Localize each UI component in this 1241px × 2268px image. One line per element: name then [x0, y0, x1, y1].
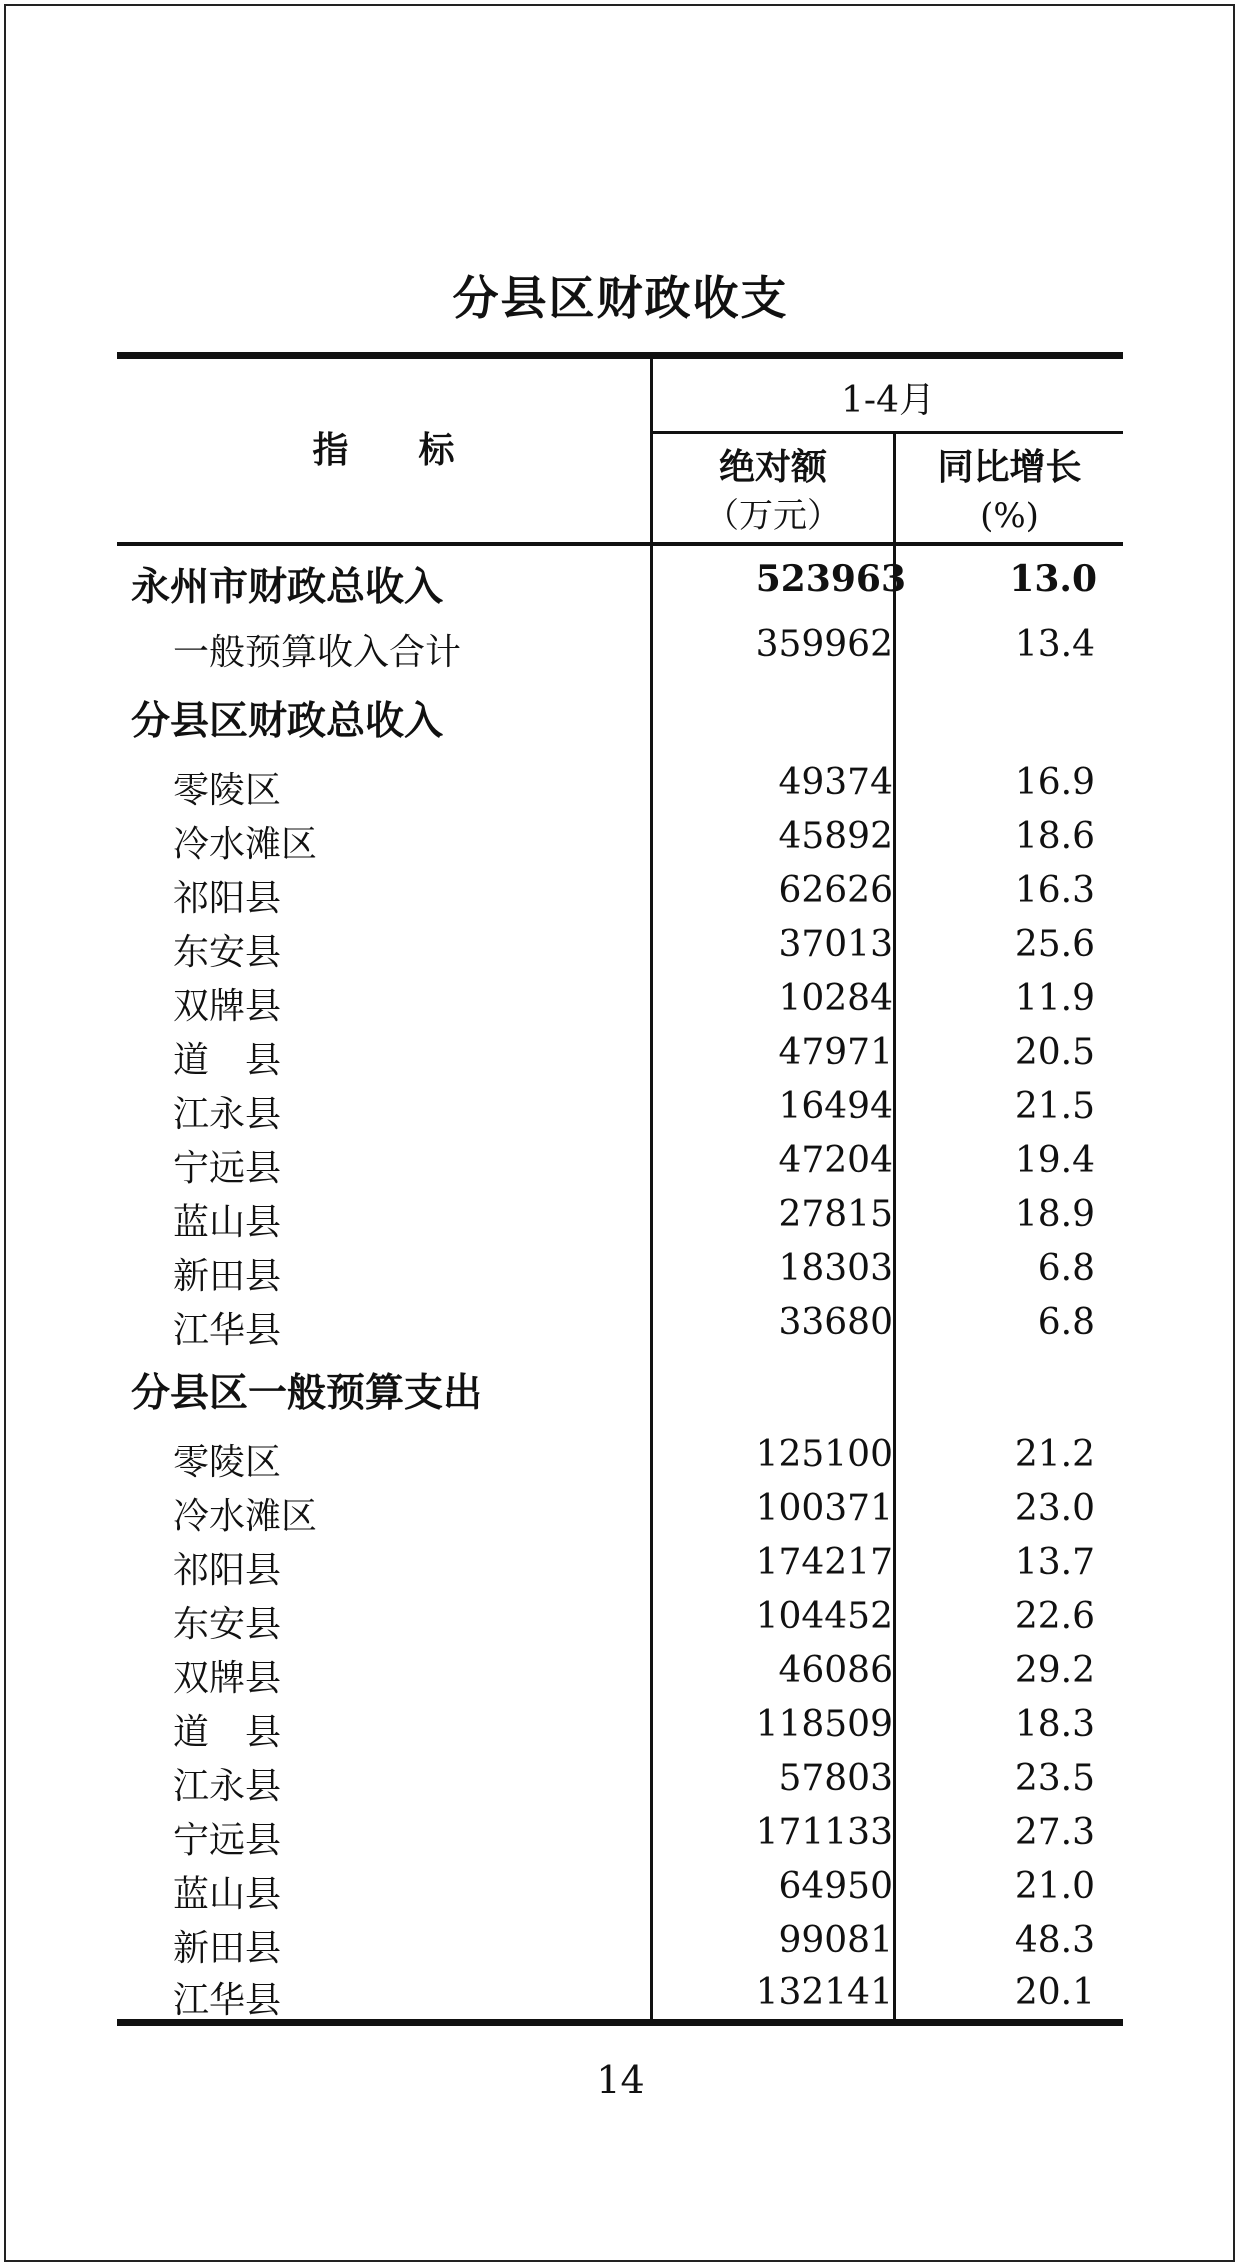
- row-absolute-value: 33680: [778, 1302, 893, 1343]
- table-row: [117, 1026, 1123, 1080]
- row-label: 零陵区: [173, 1442, 282, 1483]
- table-row: [117, 1482, 1123, 1536]
- row-yoy-value: 22.6: [1014, 1596, 1095, 1637]
- table-row: [117, 1644, 1123, 1698]
- row-label: 分县区一般预算支出: [131, 1371, 483, 1416]
- row-yoy-value: 23.5: [1014, 1758, 1095, 1799]
- table-row: [117, 918, 1123, 972]
- table-row: [117, 1806, 1123, 1860]
- row-yoy-value: 19.4: [1014, 1140, 1095, 1181]
- row-label: 江华县: [173, 1310, 282, 1351]
- header-yoy: [896, 444, 1123, 540]
- row-yoy-value: 11.9: [1014, 978, 1095, 1019]
- row-label: 东安县: [173, 1604, 282, 1645]
- row-absolute-value: 132141: [755, 1972, 893, 2013]
- row-label: 江永县: [173, 1766, 282, 1807]
- row-absolute-value: 46086: [778, 1650, 893, 1691]
- table-row: [117, 756, 1123, 810]
- table-row: [117, 1536, 1123, 1590]
- header-absolute-label: 绝对额: [718, 447, 827, 488]
- row-yoy-value: 27.3: [1014, 1812, 1095, 1853]
- row-absolute-value: 100371: [755, 1488, 893, 1529]
- row-label: 双牌县: [173, 1658, 282, 1699]
- row-label: 新田县: [173, 1256, 282, 1297]
- row-yoy-value: 16.3: [1014, 870, 1095, 911]
- row-absolute-value: 62626: [778, 870, 893, 911]
- table-row: [117, 552, 1123, 610]
- row-yoy-value: 21.2: [1014, 1434, 1095, 1475]
- row-yoy-value: 18.6: [1014, 816, 1095, 857]
- row-yoy-value: 21.5: [1014, 1086, 1095, 1127]
- row-absolute-value: 16494: [778, 1086, 893, 1127]
- row-label: 蓝山县: [173, 1202, 282, 1243]
- table-row: [117, 972, 1123, 1026]
- row-yoy-value: 13.0: [1009, 558, 1097, 600]
- row-label: 祁阳县: [173, 1550, 282, 1591]
- row-yoy-value: 13.7: [1014, 1542, 1095, 1583]
- row-yoy-value: 6.8: [1037, 1302, 1095, 1343]
- row-absolute-value: 359962: [755, 624, 893, 665]
- row-absolute-value: 47204: [778, 1140, 893, 1181]
- header-bottom-rule: [117, 542, 1123, 546]
- table-row: [117, 1590, 1123, 1644]
- table-row: [117, 1752, 1123, 1806]
- table-row: [117, 1080, 1123, 1134]
- row-label: 道 县: [173, 1040, 282, 1081]
- header-absolute-unit: （万元）: [705, 496, 841, 536]
- row-label: 冷水滩区: [173, 1496, 318, 1537]
- table-top-rule: [117, 352, 1123, 359]
- row-absolute-value: 10284: [778, 978, 893, 1019]
- table-row: [117, 1966, 1123, 2020]
- table-row: [117, 1698, 1123, 1752]
- row-absolute-value: 104452: [755, 1596, 893, 1637]
- row-label: 宁远县: [173, 1148, 282, 1189]
- row-absolute-value: 523963: [755, 558, 906, 600]
- row-label: 双牌县: [173, 986, 282, 1027]
- row-label: 江永县: [173, 1094, 282, 1135]
- row-label: 永州市财政总收入: [131, 565, 444, 610]
- row-absolute-value: 64950: [778, 1866, 893, 1907]
- table-row: [117, 1358, 1123, 1416]
- row-absolute-value: 27815: [778, 1194, 893, 1235]
- row-absolute-value: 118509: [755, 1704, 893, 1745]
- row-absolute-value: 57803: [778, 1758, 893, 1799]
- header-indicator: 指标: [312, 430, 525, 471]
- row-yoy-value: 25.6: [1014, 924, 1095, 965]
- table-row: [117, 686, 1123, 744]
- row-label: 零陵区: [173, 770, 282, 811]
- table-row: [117, 618, 1123, 672]
- row-label: 宁远县: [173, 1820, 282, 1861]
- row-yoy-value: 18.3: [1014, 1704, 1095, 1745]
- page-title: 分县区财政收支: [452, 271, 789, 325]
- table-row: [117, 864, 1123, 918]
- row-yoy-value: 6.8: [1037, 1248, 1095, 1289]
- table-row: [117, 1914, 1123, 1968]
- header-yoy-label: 同比增长: [937, 447, 1082, 488]
- header-absolute: [653, 444, 893, 540]
- table-row: [117, 810, 1123, 864]
- header-period: 1-4月: [841, 380, 935, 421]
- row-label: 分县区财政总收入: [131, 699, 444, 744]
- row-yoy-value: 21.0: [1014, 1866, 1095, 1907]
- table-row: [117, 1296, 1123, 1350]
- row-yoy-value: 29.2: [1014, 1650, 1095, 1691]
- row-label: 道 县: [173, 1712, 282, 1753]
- row-absolute-value: 174217: [755, 1542, 893, 1583]
- row-absolute-value: 18303: [778, 1248, 893, 1289]
- table-row: [117, 1188, 1123, 1242]
- row-yoy-value: 20.5: [1014, 1032, 1095, 1073]
- row-absolute-value: 125100: [755, 1434, 893, 1475]
- row-yoy-value: 20.1: [1014, 1972, 1095, 2013]
- row-yoy-value: 13.4: [1014, 624, 1095, 665]
- row-label: 蓝山县: [173, 1874, 282, 1915]
- table-row: [117, 1134, 1123, 1188]
- table-row: [117, 1428, 1123, 1482]
- row-label: 一般预算收入合计: [173, 632, 462, 673]
- row-yoy-value: 16.9: [1014, 762, 1095, 803]
- row-yoy-value: 23.0: [1014, 1488, 1095, 1529]
- row-absolute-value: 99081: [778, 1920, 893, 1961]
- row-label: 江华县: [173, 1980, 282, 2021]
- row-label: 新田县: [173, 1928, 282, 1969]
- row-label: 东安县: [173, 932, 282, 973]
- row-label: 冷水滩区: [173, 824, 318, 865]
- header-yoy-unit: (%): [980, 496, 1039, 536]
- row-yoy-value: 18.9: [1014, 1194, 1095, 1235]
- table-row: [117, 1242, 1123, 1296]
- page-number: 14: [596, 2058, 645, 2102]
- row-absolute-value: 47971: [778, 1032, 893, 1073]
- row-absolute-value: 37013: [778, 924, 893, 965]
- row-absolute-value: 171133: [755, 1812, 893, 1853]
- row-absolute-value: 49374: [778, 762, 893, 803]
- table-row: [117, 1860, 1123, 1914]
- row-yoy-value: 48.3: [1014, 1920, 1095, 1961]
- row-absolute-value: 45892: [778, 816, 893, 857]
- row-label: 祁阳县: [173, 878, 282, 919]
- header-sub-rule: [653, 431, 1123, 434]
- finance-table: [117, 352, 1123, 2026]
